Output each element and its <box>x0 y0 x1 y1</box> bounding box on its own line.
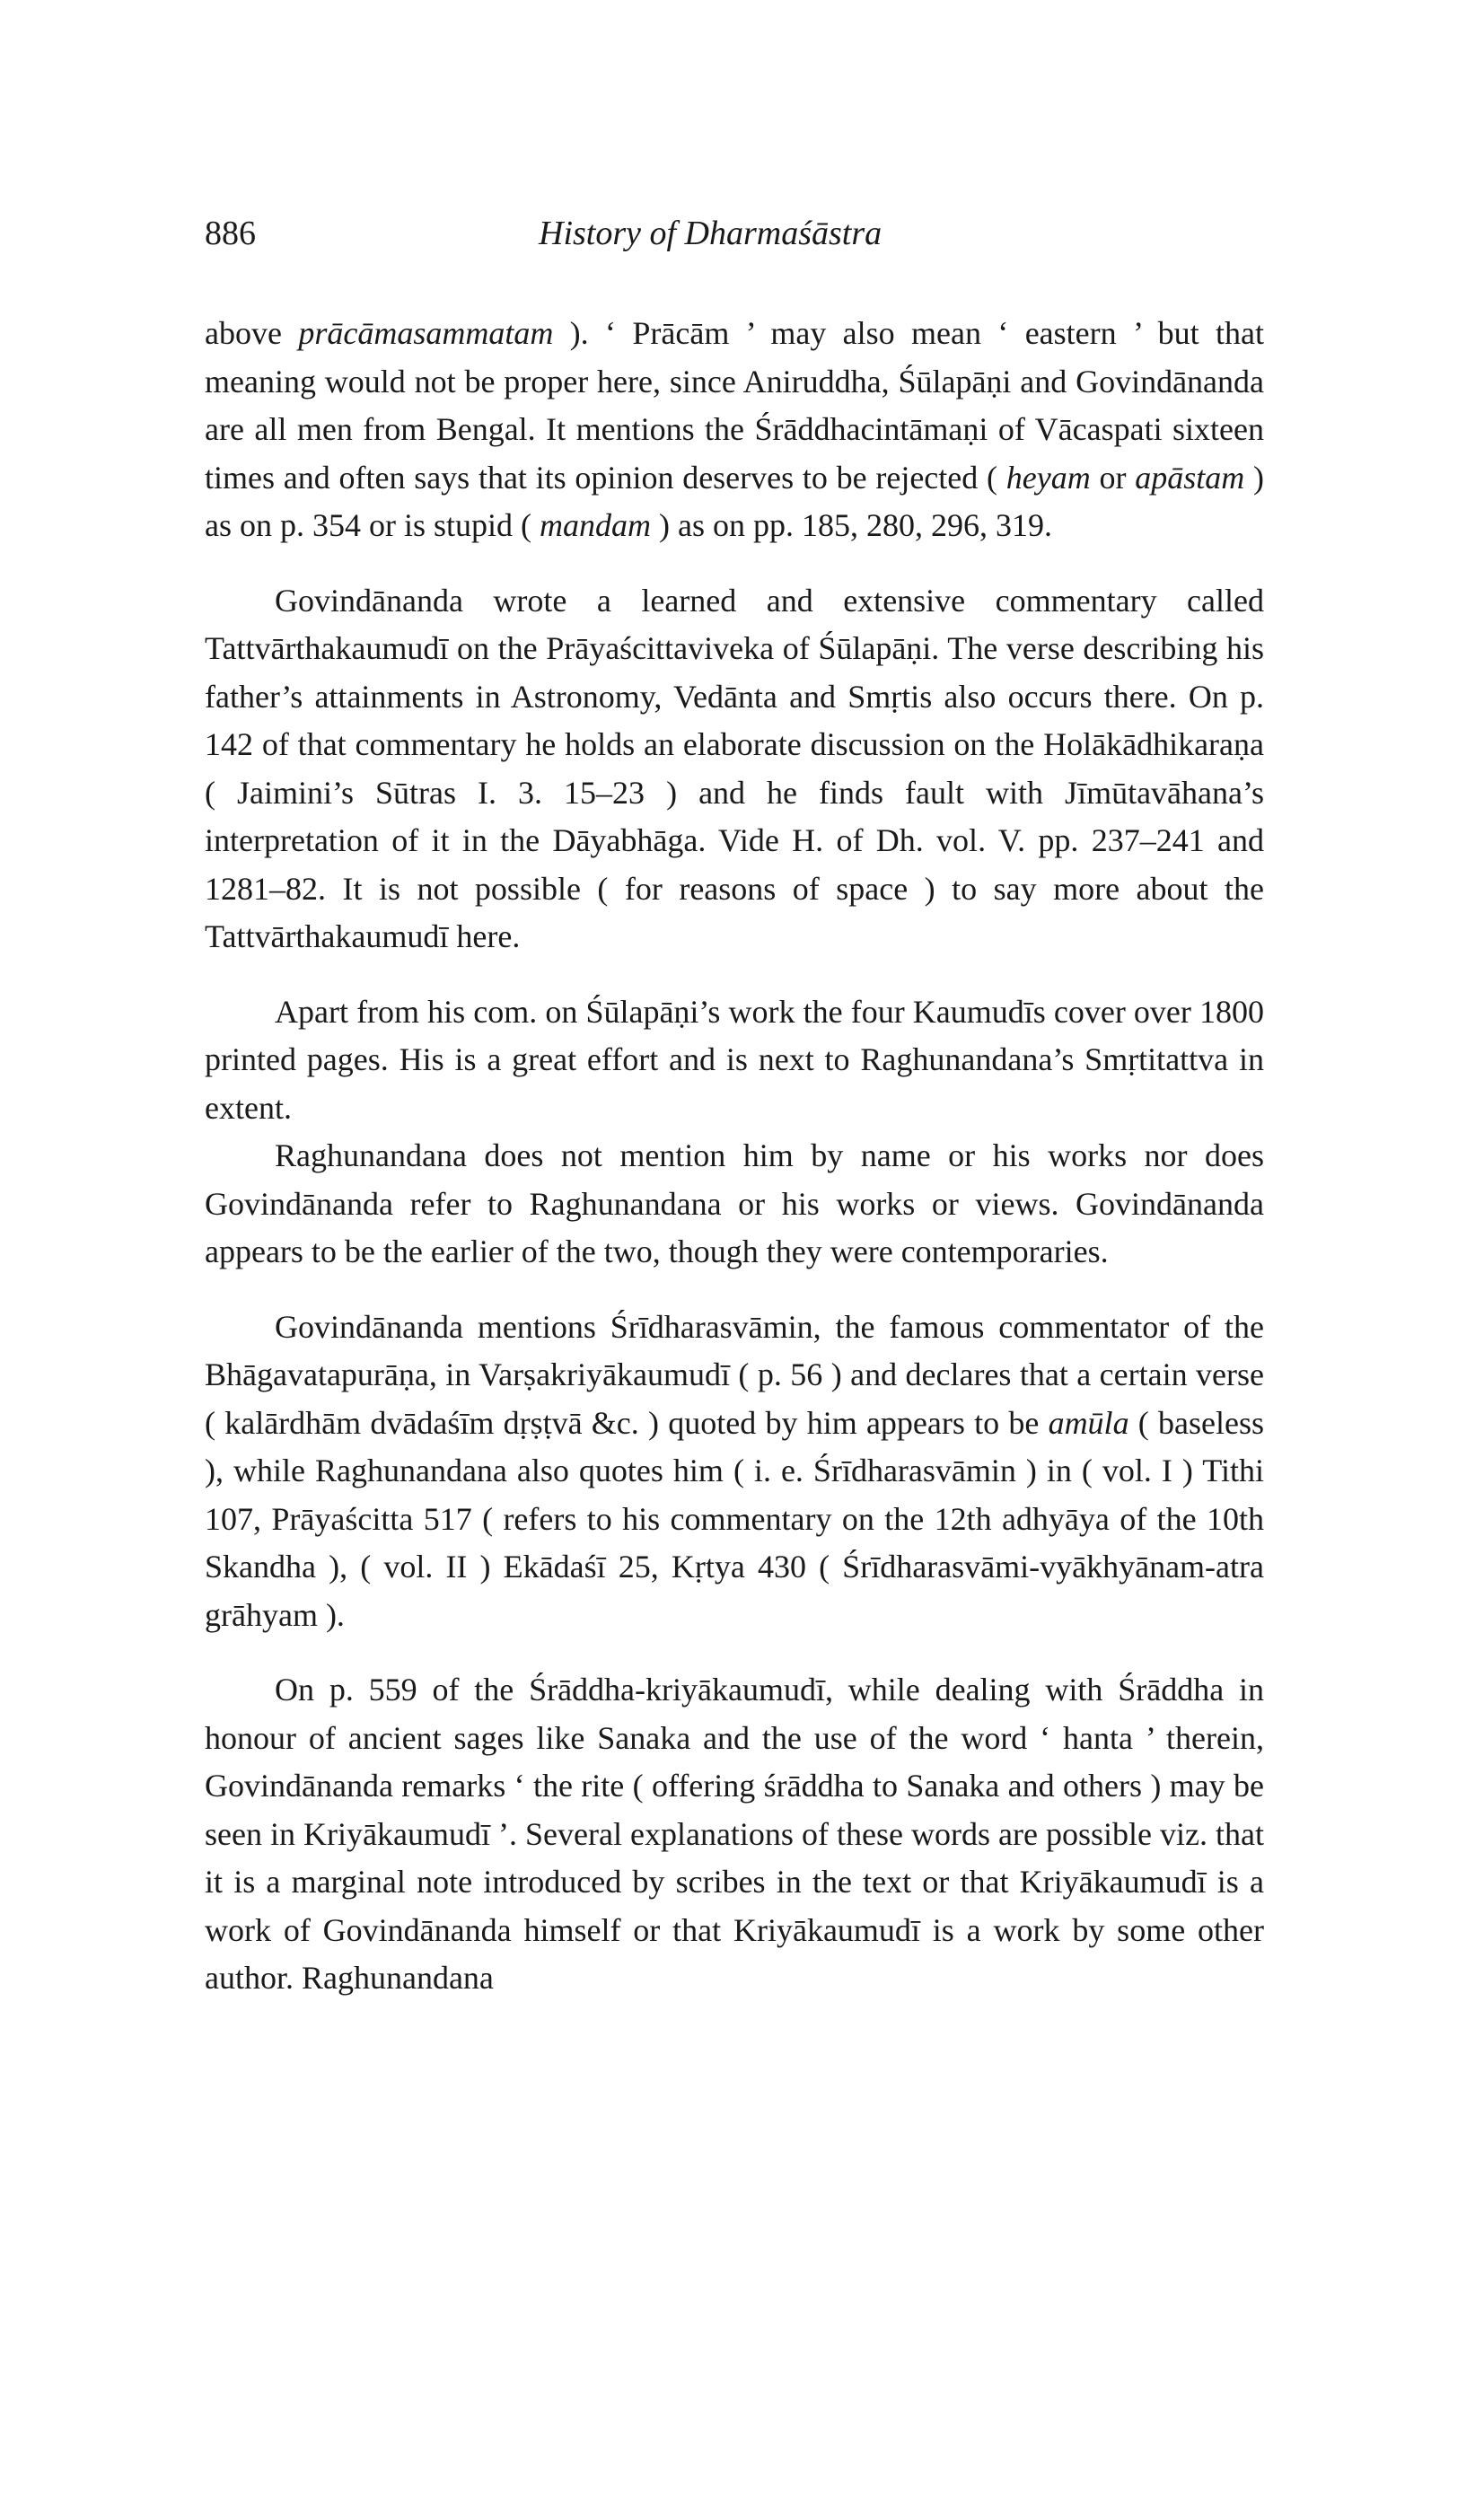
text-run: On p. 559 of the Śrāddha-kriyākaumudī, while dealing with Śrāddha in honour of ancient sages like Sanaka and the use of the word ‘ hanta ’ therein, Govindānanda remarks ‘ the rite ( offering śrāddha to Sanaka and others ) may be seen in Kriyākaumudī ’. Several explanations of these words are possible viz. that it is a marginal note introduced by scribes in the text or that Kriyākaumudī is a work of Govindānanda himself or that Kriyākaumudī is a work by some other author. Raghunandana <box>205 1672 1264 1996</box>
paragraph-6 <box>205 1666 1264 2003</box>
italic-term: mandam <box>540 507 651 543</box>
text-run: ) as on pp. 185, 280, 296, 319. <box>651 507 1052 543</box>
text-run: ). ‘ Prācām ’ may also mean ‘ eastern ’ but that meaning would not be proper here, since Aniruddha, Śūlapāṇi and Govindānanda are all men from Bengal. It mentions the Śrāddhacintāmaṇi of Vācaspati sixteen times and often says that its opinion deserves to be rejected ( <box>205 315 1264 496</box>
italic-term: amūla <box>1048 1404 1129 1441</box>
page-number: 886 <box>205 215 256 252</box>
text-run: above <box>205 315 299 351</box>
text-run: or <box>1090 459 1136 496</box>
page-body <box>205 310 1264 2003</box>
text-run: Apart from his com. on Śūlapāṇi’s work the four Kaumudīs cover over 1800 printed pages. His is a great effort and is next to Raghunandana’s Smṛtitattva in extent. <box>205 993 1264 1126</box>
italic-term: prācāmasammatam <box>298 315 554 351</box>
text-run: ( baseless ), while Raghunandana also quotes him ( i. e. Śrīdharasvāmin ) in ( vol. I ) Tithi 107, Prāyaścitta 517 ( refers to his commentary on the 12th adhyāya of the 10th Skandha ), ( vol. II ) Ekādaśī 25, Kṛtya 430 ( Śrīdharasvāmi-vyākhyānam-atra grāhyam ). <box>205 1404 1264 1633</box>
text-run: Govindānanda mentions Śrīdharasvāmin, the famous commentator of the Bhāgavatapurāṇa, in Varṣakriyākaumudī ( p. 56 ) and declares that a certain verse ( kalārdhām dvādaśīm dṛṣṭvā &c. ) quoted by him appears to be <box>205 1308 1264 1441</box>
paragraph-4 <box>205 1132 1264 1277</box>
paragraph-1 <box>205 310 1264 550</box>
text-run: Govindānanda wrote a learned and extensive commentary called Tattvārthakaumudī on the Prāyaścittaviveka of Śūlapāṇi. The verse describing his father’s attainments in Astronomy, Vedānta and Smṛtis also occurs there. On p. 142 of that commentary he holds an elaborate discussion on the Holākādhikaraṇa ( Jaimini’s Sūtras I. 3. 15–23 ) and he finds fault with Jīmūtavāhana’s interpretation of it in the Dāyabhāga. Vide H. of Dh. vol. V. pp. 237–241 and 1281–82. It is not possible ( for reasons of space ) to say more about the Tattvārthakaumudī here. <box>205 582 1264 954</box>
paragraph-2 <box>205 577 1264 961</box>
italic-term: apāstam <box>1135 459 1245 496</box>
paragraph-3 <box>205 988 1264 1133</box>
text-run: Raghunandana does not mention him by name or his works nor does Govindānanda refer to Raghunandana or his works or views. Govindānanda appears to be the earlier of the two, though they were contemporaries. <box>205 1137 1264 1269</box>
text-run: ) as on p. 354 or is stupid ( <box>205 459 1264 543</box>
paragraph-5 <box>205 1304 1264 1640</box>
page-header <box>205 214 1264 268</box>
running-title: History of Dharmaśāstra <box>539 215 882 252</box>
italic-term: heyam <box>1005 459 1091 496</box>
